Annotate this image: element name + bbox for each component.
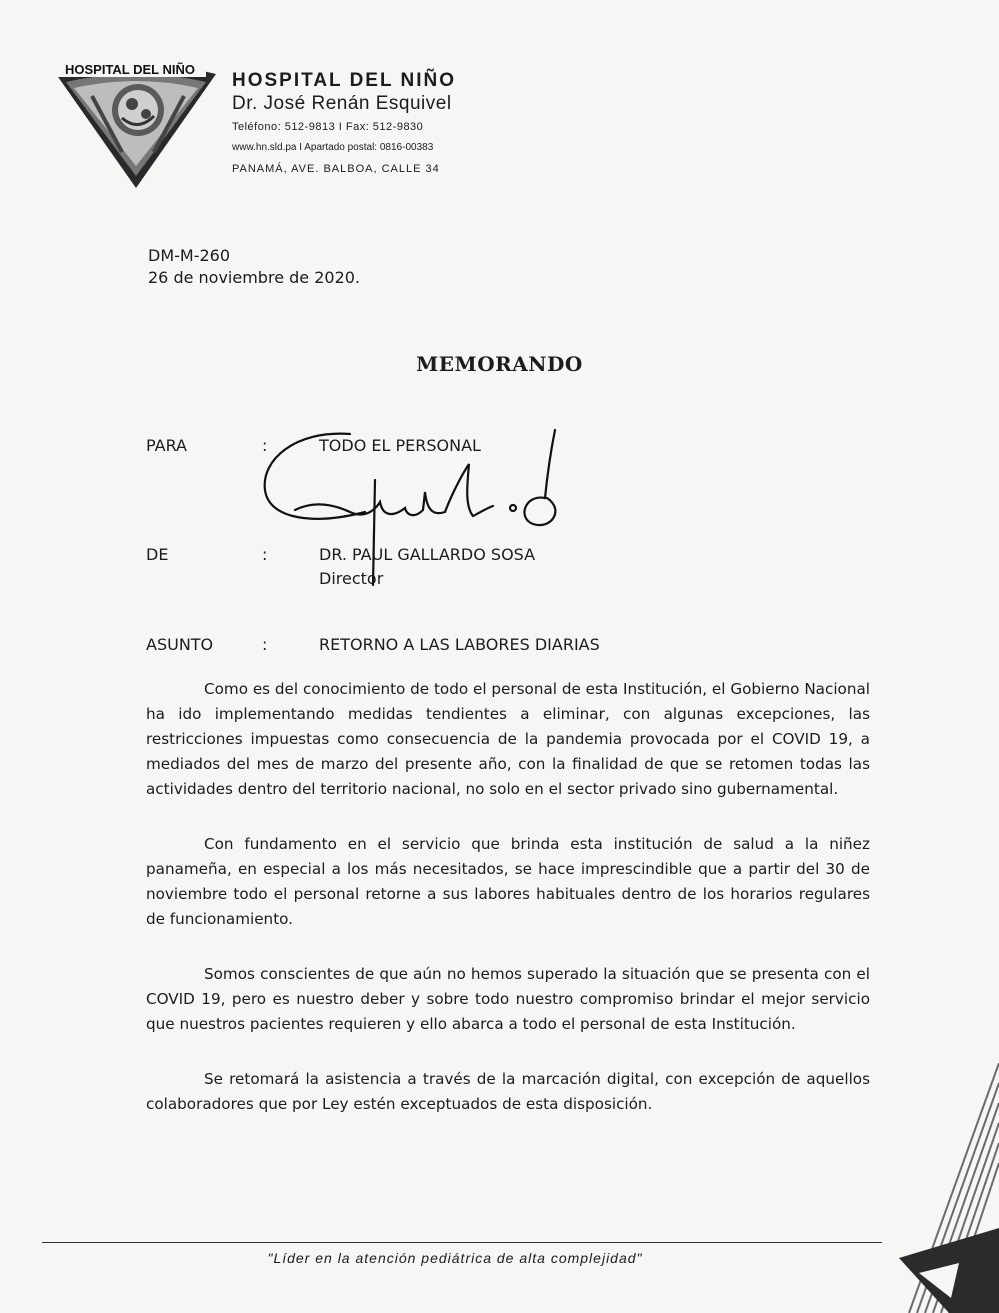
footer-rule — [42, 1242, 882, 1243]
asunto-colon: : — [262, 635, 268, 654]
signature — [255, 420, 585, 600]
para-value: TODO EL PERSONAL — [319, 436, 481, 455]
hospital-name: HOSPITAL DEL NIÑO — [232, 70, 457, 91]
de-label: DE — [146, 545, 169, 564]
para-label: PARA — [146, 436, 187, 455]
hospital-address: PANAMÁ, AVE. BALBOA, CALLE 34 — [232, 163, 440, 175]
body-paragraph-3: Somos conscientes de que aún no hemos superado la situación que se presenta con el COVID 19, pero es nuestro deber y sobre todo nuestro compromiso brindar el mejor servicio que nuestros pacientes requieren y ello abarca a todo el personal de esta Institución. — [146, 965, 870, 1033]
body-paragraph-2: Con fundamento en el servicio que brinda esta institución de salud a la niñez panameña, en especial a los más necesitados, se hace imprescindible que a partir del 30 de noviembre todo el personal retorne a sus labores habituales dentro de los horarios regulares de funcionamiento. — [146, 835, 870, 928]
para-colon: : — [262, 436, 268, 455]
asunto-label: ASUNTO — [146, 635, 214, 654]
hospital-web-postal: www.hn.sld.pa I Apartado postal: 0816-00383 — [232, 142, 434, 153]
body-paragraph-1: Como es del conocimiento de todo el personal de esta Institución, el Gobierno Nacional ha ido implementando medidas tendientes a eliminar, con algunas excepciones, las restricciones impuestas como consecuencia de la pandemia provocada por el COVID 19, a mediados del mes de marzo del presente año, con la finalidad de que se retomen todas las actividades dentro del territorio nacional, no solo en el sector privado sino gubernamental. — [146, 680, 870, 798]
corner-decoration — [879, 1063, 999, 1313]
hospital-phone-fax: Teléfono: 512-9813 I Fax: 512-9830 — [232, 121, 424, 133]
footer-slogan: "Líder en la atención pediátrica de alta complejidad" — [267, 1250, 643, 1266]
body-paragraph-4: Se retomará la asistencia a través de la marcación digital, con excepción de aquellos colaboradores que por Ley estén exceptuados de esta disposición. — [146, 1070, 870, 1113]
de-value: DR. PAUL GALLARDO SOSA — [319, 545, 536, 564]
hospital-logo — [52, 52, 220, 192]
memo-title: MEMORANDO — [416, 352, 583, 376]
asunto-value: RETORNO A LAS LABORES DIARIAS — [319, 635, 600, 654]
memo-body — [146, 677, 870, 1147]
hospital-subtitle: Dr. José Renán Esquivel — [232, 93, 452, 114]
memo-date: 26 de noviembre de 2020. — [148, 268, 361, 287]
memo-reference: DM-M-260 — [148, 246, 231, 265]
de-colon: : — [262, 545, 268, 564]
de-role: Director — [319, 569, 384, 588]
svg-text:HOSPITAL DEL NIÑO: HOSPITAL DEL NIÑO — [64, 62, 196, 77]
